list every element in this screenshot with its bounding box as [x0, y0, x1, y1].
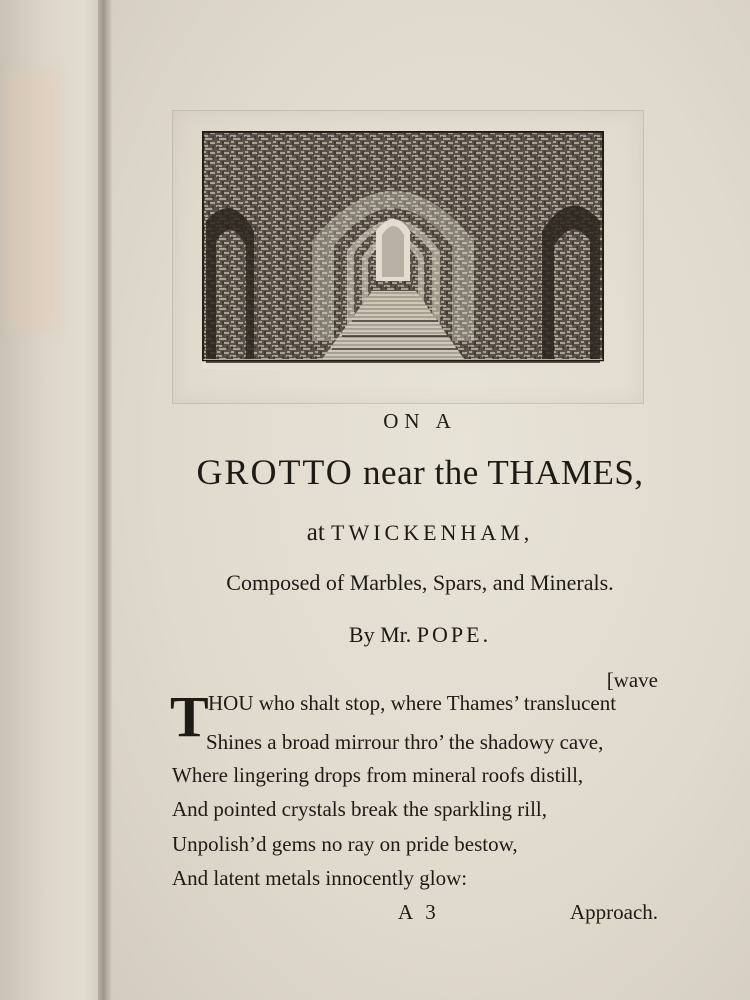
subtitle-location — [120, 519, 720, 547]
heading-on-a: ON A — [383, 409, 457, 433]
verse-line: Where lingering drops from mineral roofs distill, — [172, 763, 584, 787]
right-side-arch-inner — [554, 230, 590, 359]
catchword: Approach. — [570, 900, 659, 924]
drop-cap: T — [170, 684, 209, 749]
verse-line: HOU who shalt stop, where Thames’ translucent — [208, 691, 617, 715]
title-near-the: near the — [353, 453, 488, 492]
verse-line: And pointed crystals break the sparkling rill, — [172, 797, 547, 821]
subtitle-twickenham: TWICKENHAM, — [331, 520, 534, 545]
verse-line: Shines a broad mirrour thro’ the shadowy cave, — [206, 730, 604, 754]
signature-mark: A 3 — [398, 900, 440, 924]
left-side-arch-inner — [216, 230, 246, 359]
verse-line: Unpolish’d gems no ray on pride bestow, — [172, 832, 518, 856]
grotto-engraving-svg — [202, 131, 604, 369]
byline-by: By Mr. — [348, 622, 417, 647]
verse-line: And latent metals innocently glow: — [172, 866, 468, 890]
grotto-engraving — [202, 131, 604, 369]
title-grotto: GROTTO — [196, 452, 354, 492]
left-page-stain — [8, 70, 58, 330]
turnover-wave: [wave — [606, 668, 658, 692]
book-gutter — [98, 0, 112, 1000]
byline — [120, 622, 720, 648]
subtitle-at: at — [306, 519, 332, 546]
title-thames: THAMES, — [487, 453, 644, 492]
poem-title — [120, 451, 720, 493]
far-arch-opening — [382, 226, 404, 277]
byline-author: POPE. — [416, 622, 492, 647]
subtitle-composition: Composed of Marbles, Spars, and Minerals. — [226, 570, 614, 595]
